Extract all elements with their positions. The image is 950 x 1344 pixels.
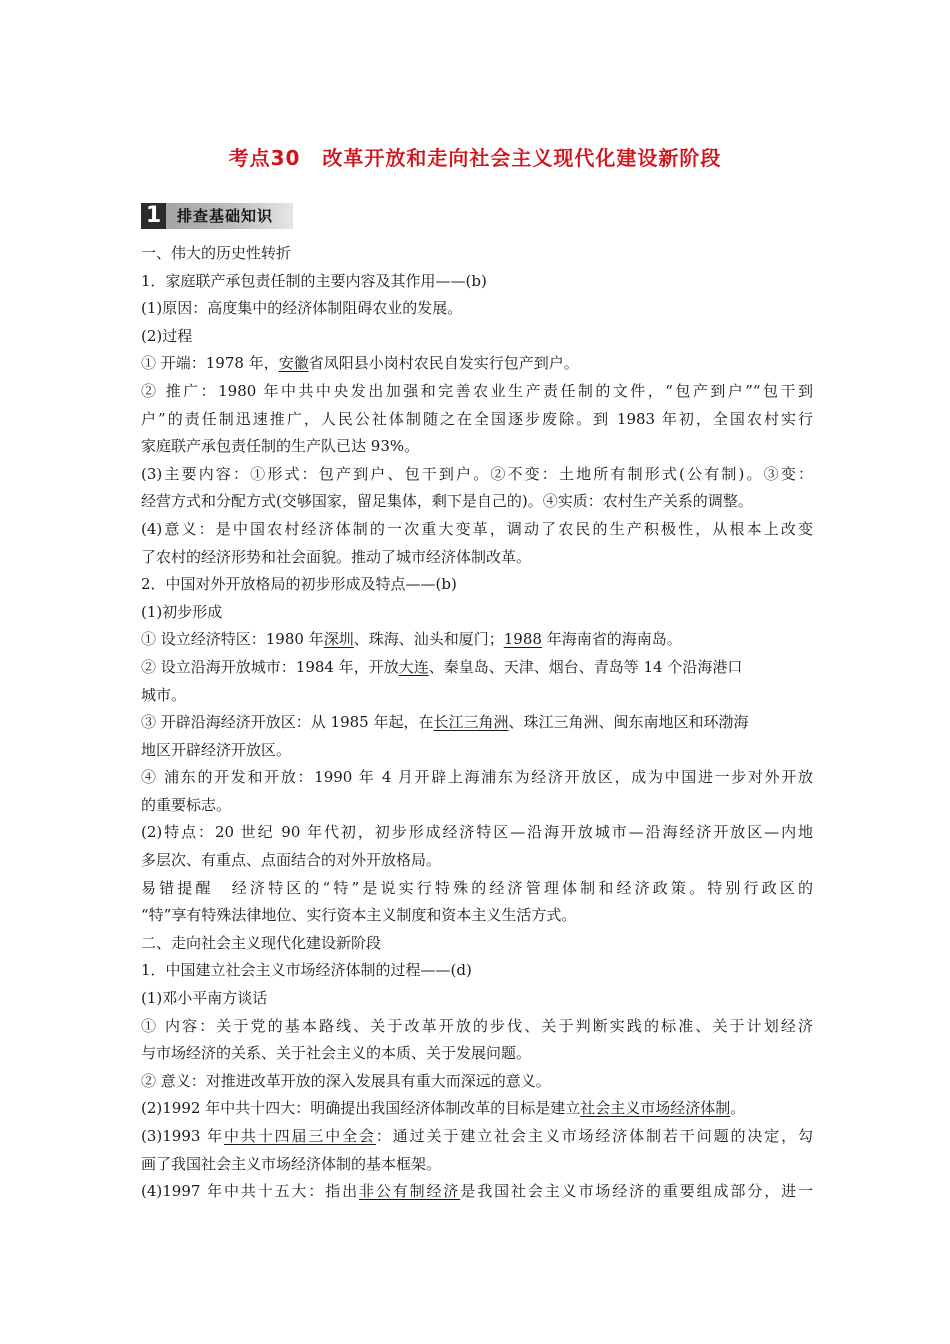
text-segment: (2)特点：20 世纪 90 年代初，初步形成经济特区—沿海开放城市—沿海经济开放区—内地 [141,823,813,842]
text-segment: 一、伟大的历史性转折 [141,244,292,262]
text-segment: ② 意义：对推进改革开放的深入发展具有重大而深远的意义。 [141,1071,551,1090]
text-segment: 、秦皇岛、天津、烟台、青岛等 14 个沿海港口 [428,657,743,676]
text-line [141,626,813,654]
underlined-keyword: 大连 [398,657,429,676]
text-segment: ③ 开辟沿海经济开放区：从 1985 年起，在 [141,713,434,732]
text-segment: 年海南省的海南岛。 [541,630,682,649]
section-number-badge: 1 [141,203,166,229]
underlined-keyword: 长江三角洲 [433,713,509,732]
text-line [141,240,813,268]
text-segment: 、珠海、汕头和厦门； [353,630,504,649]
underlined-keyword: 安徽 [278,354,309,373]
text-segment: 了农村的经济形势和社会面貌。推动了城市经济体制改革。 [141,547,532,566]
text-line [141,1040,813,1068]
text-line [141,682,813,710]
text-line [141,847,813,875]
section-label: 排查基础知识 [177,207,274,225]
text-segment: 省凤阳县小岗村农民自发实行包产到户。 [308,354,579,373]
text-line [141,1151,813,1179]
text-segment: 1．中国建立社会主义市场经济体制的过程——(d) [141,961,472,980]
section-header [141,203,293,229]
text-line [141,295,813,323]
underlined-keyword: 非公有制经济 [359,1182,461,1201]
text-line [141,571,813,599]
text-line [141,599,813,627]
text-line [141,268,813,296]
text-line [141,1068,813,1096]
text-line [141,902,813,930]
text-segment: (3)主要内容：①形式：包产到户、包干到户。②不变：土地所有制形式(公有制)。③变： [141,464,813,483]
text-segment: (2)过程 [141,326,193,345]
text-line [141,875,813,903]
text-segment: 是我国社会主义市场经济的重要组成部分，进一 [460,1182,813,1201]
text-segment: 的重要标志。 [141,795,232,814]
underlined-keyword: 1988 [503,630,542,649]
text-line [141,957,813,985]
text-line [141,792,813,820]
underlined-keyword: 中共十四届三中全会 [223,1127,376,1145]
text-segment: 家庭联产承包责任制的生产队已达 93%。 [141,437,420,456]
text-line [141,985,813,1013]
text-segment: 2．中国对外开放格局的初步形成及特点——(b) [141,575,457,594]
document-body [141,240,813,1206]
text-line [141,406,813,434]
title-text: 改革开放和走向社会主义现代化建设新阶段 [322,146,722,170]
underlined-keyword: 深圳 [323,630,354,649]
text-line [141,461,813,489]
text-segment: ② 设立沿海开放城市：1984 年，开放 [141,657,399,676]
text-segment: ② 推广：1980 年中共中央发出加强和完善农业生产责任制的文件，“包产到户”“包干到 [141,381,813,400]
text-segment: 、珠江三角洲、闽东南地区和环渤海 [508,713,749,732]
text-segment: “特”享有特殊法律地位、实行资本主义制度和资本主义生活方式。 [141,906,577,925]
text-segment: ① 设立经济特区：1980 年 [141,630,324,649]
text-segment: 经营方式和分配方式(交够国家，留足集体，剩下是自己的)。④实质：农村生产关系的调整。 [141,492,753,511]
text-segment: (1)原因：高度集中的经济体制阻碍农业的发展。 [141,299,463,318]
text-segment: 多层次、有重点、点面结合的对外开放格局。 [141,851,442,870]
text-line [141,378,813,406]
text-segment: (3)1993 年 [141,1127,224,1145]
text-line [141,654,813,682]
text-line [141,488,813,516]
text-segment: ④ 浦东的开发和开放：1990 年 4 月开辟上海浦东为经济开放区，成为中国进一步对外开放 [141,768,813,787]
text-line [141,544,813,572]
text-line [141,709,813,737]
text-segment: (1)邓小平南方谈话 [141,989,268,1008]
text-line [141,350,813,378]
page-title [0,142,950,171]
text-line [141,1178,813,1206]
text-segment: (4)意义：是中国农村经济体制的一次重大变革，调动了农民的生产积极性，从根本上改变 [141,519,813,538]
text-line [141,930,813,958]
text-segment: ① 内容：关于党的基本路线、关于改革开放的步伐、关于判断实践的标准、关于计划经济 [141,1016,813,1035]
text-segment: 地区开辟经济开放区。 [141,740,292,759]
text-segment: (2)1992 年中共十四大：明确提出我国经济体制改革的目标是建立 [141,1099,581,1118]
text-segment: 户”的责任制迅速推广，人民公社体制随之在全国逐步废除。到 1983 年初，全国农村实行 [141,409,813,428]
text-segment: 与市场经济的关系、关于社会主义的本质、关于发展问题。 [141,1044,532,1063]
text-segment: ① 开端：1978 年， [141,354,279,373]
text-line [141,819,813,847]
text-line [141,764,813,792]
text-line [141,1123,813,1151]
text-segment: ：通过关于建立社会主义市场经济体制若干问题的决定，勾 [375,1127,813,1145]
underlined-keyword: 社会主义市场经济体制 [580,1099,731,1118]
title-prefix: 考点30 [228,146,301,170]
text-segment: 城市。 [141,685,187,704]
text-segment: 。 [730,1099,746,1118]
text-segment: (4)1997 年中共十五大：指出 [141,1182,360,1201]
text-line [141,323,813,351]
text-segment: 易错提醒 经济特区的“特”是说实行特殊的经济管理体制和经济政策。特别行政区的 [141,878,813,897]
text-segment: 画了我国社会主义市场经济体制的基本框架。 [141,1154,442,1173]
text-line [141,433,813,461]
text-line [141,1095,813,1123]
text-segment: 1．家庭联产承包责任制的主要内容及其作用——(b) [141,271,487,290]
text-line [141,1013,813,1041]
text-segment: (1)初步形成 [141,602,223,621]
text-line [141,737,813,765]
text-segment: 二、走向社会主义现代化建设新阶段 [141,933,382,952]
text-line [141,516,813,544]
